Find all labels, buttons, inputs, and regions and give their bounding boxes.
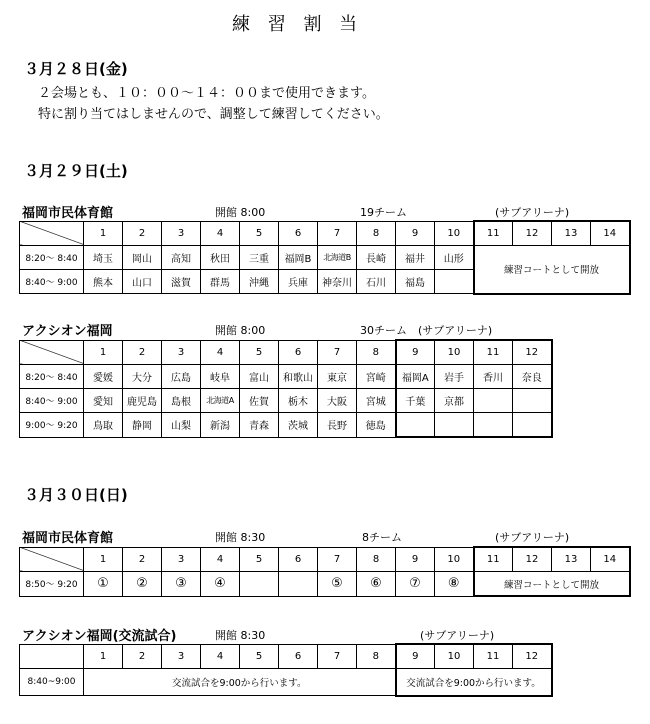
date-heading-0328: ３月２８日(金) [24,60,128,78]
team-cell: 石川 [357,270,396,294]
team-cell: 京都 [435,389,474,413]
court-number: 2 [123,221,162,246]
court-number: 3 [162,221,201,246]
court-number: 5 [240,644,279,669]
court-number: 3 [162,340,201,365]
court-number: 4 [201,221,240,246]
court-number: 12 [513,644,552,669]
group-cell [240,572,279,597]
table-row [20,246,630,270]
team-cell: 宮城 [357,389,396,413]
schedule-table [19,546,631,597]
time-slot: 9:00～ 9:20 [20,413,84,438]
time-slot: 8:20～ 8:40 [20,365,84,389]
court-number: 4 [201,340,240,365]
team-cell: 熊本 [84,270,123,294]
team-count: 8チーム [362,531,402,544]
team-cell: 千葉 [396,389,435,413]
team-cell: 福岡B [279,246,318,270]
time-slot: 8:40～ 9:00 [20,389,84,413]
court-number: 5 [240,547,279,572]
court-number: 11 [474,547,513,572]
time-slot: 8:50～ 9:20 [20,572,84,597]
group-cell: ⑧ [435,572,474,597]
open-court-note: 練習コートとして開放 [474,572,630,597]
court-number: 5 [240,221,279,246]
team-cell: 長崎 [357,246,396,270]
court-number: 2 [123,547,162,572]
court-number: 2 [123,340,162,365]
court-number: 1 [84,221,123,246]
corner-cell [20,547,84,572]
court-number: 6 [279,547,318,572]
team-cell: 東京 [318,365,357,389]
table-header-row [20,340,552,365]
table-row [20,669,552,696]
court-number: 10 [435,644,474,669]
team-cell: 三重 [240,246,279,270]
court-number: 8 [357,340,396,365]
team-cell: 岐阜 [201,365,240,389]
exchange-match-note-sub: 交流試合を9:00から行います。 [396,669,552,696]
court-number: 7 [318,644,357,669]
group-cell: ③ [162,572,201,597]
court-number: 6 [279,340,318,365]
team-cell: 栃木 [279,389,318,413]
corner-cell [20,644,84,669]
team-cell: 長野 [318,413,357,438]
court-number: 8 [357,221,396,246]
opening-time: 開館 8:30 [215,531,266,544]
team-cell: 大阪 [318,389,357,413]
corner-cell [20,340,84,365]
court-number: 4 [201,547,240,572]
team-cell: 青森 [240,413,279,438]
court-number: 8 [357,547,396,572]
court-number: 6 [279,221,318,246]
team-cell [435,413,474,438]
team-cell: 佐賀 [240,389,279,413]
court-number: 3 [162,644,201,669]
team-count: 30チーム (サブアリーナ) [360,324,493,337]
team-cell: 山形 [435,246,474,270]
group-cell: ② [123,572,162,597]
date-heading-0329: ３月２９日(土) [24,162,128,180]
team-cell: 埼玉 [84,246,123,270]
team-cell: 高知 [162,246,201,270]
time-slot: 8:20～ 8:40 [20,246,84,270]
table-header-row [20,644,552,669]
notice-line-2: 特に割り当てはしませんので、調整して練習してください。 [38,107,389,122]
table-header-row [20,547,630,572]
exchange-match-note: 交流試合を9:00から行います。 [84,669,396,696]
court-number: 14 [591,547,630,572]
team-cell: 島根 [162,389,201,413]
court-number: 9 [396,340,435,365]
court-number: 11 [474,644,513,669]
open-court-note: 練習コートとして開放 [474,246,630,294]
table-row [20,572,630,597]
court-number: 10 [435,340,474,365]
time-slot: 8:40~9:00 [20,669,84,696]
court-number: 12 [513,340,552,365]
team-cell: 北海道B [318,246,357,270]
team-cell: 岩手 [435,365,474,389]
court-number: 9 [396,644,435,669]
team-cell [474,413,513,438]
table-header-row [20,221,630,246]
team-cell: 群馬 [201,270,240,294]
team-cell: 福島 [396,270,435,294]
court-number: 10 [435,221,474,246]
court-number: 11 [474,340,513,365]
team-cell: 香川 [474,365,513,389]
team-cell: 神奈川 [318,270,357,294]
team-cell: 大分 [123,365,162,389]
venue-name: 福岡市民体育館 [22,531,114,546]
court-number: 6 [279,644,318,669]
court-number: 12 [513,547,552,572]
team-cell: 鹿児島 [123,389,162,413]
sub-arena-label: (サブアリーナ) [495,531,570,544]
team-cell: 茨城 [279,413,318,438]
court-number: 10 [435,547,474,572]
team-cell: 新潟 [201,413,240,438]
sub-arena-label: (サブアリーナ) [495,206,570,219]
team-cell: 福井 [396,246,435,270]
team-cell: 鳥取 [84,413,123,438]
court-number: 13 [552,547,591,572]
court-number: 3 [162,547,201,572]
team-cell [513,389,552,413]
team-cell: 宮崎 [357,365,396,389]
group-cell: ① [84,572,123,597]
notice-line-1: ２会場とも、１０：００～１４：００まで使用できます。 [38,86,375,101]
venue-name: アクシオン福岡(交流試合) [22,629,177,644]
team-cell: 秋田 [201,246,240,270]
group-cell: ⑤ [318,572,357,597]
group-cell: ④ [201,572,240,597]
court-number: 9 [396,221,435,246]
group-cell: ⑥ [357,572,396,597]
court-number: 1 [84,340,123,365]
opening-time: 開館 8:00 [215,324,266,337]
team-cell: 奈良 [513,365,552,389]
court-number: 7 [318,547,357,572]
court-number: 5 [240,340,279,365]
team-cell: 山梨 [162,413,201,438]
team-cell [474,389,513,413]
schedule-table [19,643,553,697]
court-number: 13 [552,221,591,246]
court-number: 11 [474,221,513,246]
team-cell: 岡山 [123,246,162,270]
team-cell: 広島 [162,365,201,389]
opening-time: 開館 8:30 [215,629,266,642]
team-cell: 静岡 [123,413,162,438]
team-cell: 山口 [123,270,162,294]
team-cell [396,413,435,438]
court-number: 1 [84,644,123,669]
table-row [20,413,552,438]
date-heading-0330: ３月３０日(日) [24,486,128,504]
schedule-table [19,339,553,438]
team-cell [435,270,474,294]
team-count: 19チーム [360,206,407,219]
court-number: 7 [318,221,357,246]
venue-name: 福岡市民体育館 [22,206,114,221]
team-cell [513,413,552,438]
court-number: 14 [591,221,630,246]
team-cell: 北海道A [201,389,240,413]
court-number: 1 [84,547,123,572]
court-number: 8 [357,644,396,669]
sub-arena-label: (サブアリーナ) [420,629,495,642]
court-number: 7 [318,340,357,365]
time-slot: 8:40～ 9:00 [20,270,84,294]
table-row [20,389,552,413]
team-cell: 徳島 [357,413,396,438]
corner-cell [20,221,84,246]
schedule-table [19,220,631,295]
opening-time: 開館 8:00 [215,206,266,219]
court-number: 9 [396,547,435,572]
group-cell [279,572,318,597]
group-cell: ⑦ [396,572,435,597]
venue-name: アクシオン福岡 [22,324,113,339]
team-cell: 福岡A [396,365,435,389]
team-cell: 和歌山 [279,365,318,389]
team-cell: 滋賀 [162,270,201,294]
team-cell: 沖縄 [240,270,279,294]
court-number: 4 [201,644,240,669]
team-cell: 兵庫 [279,270,318,294]
page-title: 練 習 割 当 [232,14,364,35]
table-row [20,365,552,389]
team-cell: 愛知 [84,389,123,413]
team-cell: 富山 [240,365,279,389]
court-number: 2 [123,644,162,669]
team-cell: 愛媛 [84,365,123,389]
court-number: 12 [513,221,552,246]
